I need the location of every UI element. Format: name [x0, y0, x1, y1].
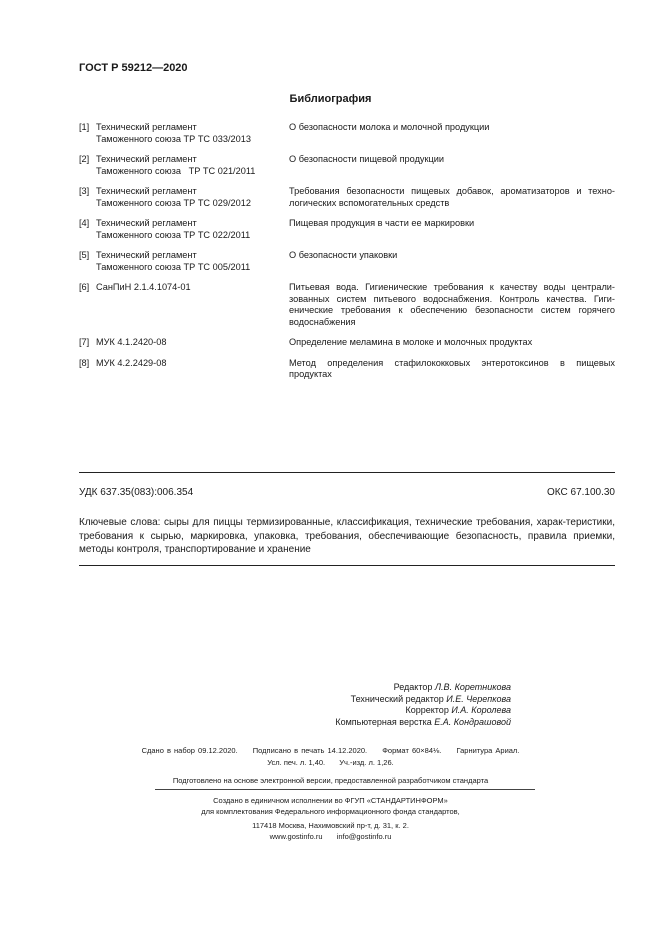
entry-source: Технический регламент Таможенного союза ТР ТС 029/2012 — [96, 186, 251, 208]
entry-source: МУК 4.1.2420-08 — [96, 337, 167, 347]
imprint-typeset: Сдано в набор 09.12.2020. — [141, 746, 238, 755]
entry-source: МУК 4.2.2429-08 — [96, 357, 167, 368]
entry-title: О безопасности пищевой продукции — [289, 154, 445, 164]
imprint-divider — [155, 789, 535, 790]
imprint-row — [0, 757, 661, 768]
credit-row — [180, 694, 511, 706]
entry-source: Технический регламент Таможенного союза ТР ТС 022/2011 — [96, 218, 251, 240]
bibliography-entry — [79, 337, 615, 349]
entry-title: О безопасности упаковки — [289, 250, 398, 260]
entry-title: Питьевая вода. Гигиенические требования к качеству воды централи-зованных систем питьевого водоснабжения. Контроль качества. Гиги-енические требования к обеспечению безопасности систем горячего водоснабжения — [289, 282, 615, 327]
keywords: Ключевые слова: сыры для пиццы термизированные, классификация, технические требования, харак-теристики, требования к сырью, маркировка, упаковка, требования, обеспечивающие безопасность, правила приемки, методы контроля, транспортирование и хранение — [79, 517, 615, 555]
imprint-address: 117418 Москва, Нахимовский пр-т, д. 31, к. 2. — [252, 821, 409, 830]
divider-bottom — [79, 565, 615, 566]
imprint-signed: Подписано в печать 14.12.2020. — [252, 746, 368, 755]
credit-name: Л.В. Коретникова — [434, 682, 511, 692]
entry-number: [7] — [79, 337, 90, 347]
entry-number: [4] — [79, 218, 90, 228]
bibliography-entry — [79, 282, 615, 328]
imprint-font: Гарнитура Ариал. — [456, 746, 520, 755]
entry-number: [2] — [79, 154, 90, 164]
bibliography-entry — [79, 250, 615, 273]
imprint-address-block — [0, 820, 661, 842]
credit-role: Компьютерная верстка — [335, 716, 432, 727]
bibliography-entry — [79, 358, 615, 381]
imprint-contacts — [0, 831, 661, 842]
entry-title: О безопасности молока и молочной продукции — [289, 122, 490, 132]
entry-title: Пищевая продукция в части ее маркировки — [289, 218, 475, 228]
document-id: ГОСТ Р 59212—2020 — [79, 62, 188, 74]
bibliography-entry — [79, 122, 615, 145]
credits-block — [180, 682, 511, 728]
imprint-org-line: для комплектования Федерального информационного фонда стандартов, — [201, 807, 460, 816]
bibliography-entry — [79, 218, 615, 241]
imprint-org-line: Создано в единичном исполнении во ФГУП «СТАНДАРТИНФОРМ» — [213, 796, 448, 805]
entry-source: Технический регламент Таможенного союза ТР ТС 005/2011 — [96, 250, 251, 272]
credit-row — [180, 717, 511, 729]
imprint-note: Подготовлено на основе электронной версии, предоставленной разработчиком стандарта — [172, 776, 489, 785]
entry-source: СанПиН 2.1.4.1074-01 — [96, 282, 191, 292]
imprint-print-sheets: Усл. печ. л. 1,40. — [267, 758, 326, 767]
oks-code: ОКС 67.100.30 — [547, 487, 615, 498]
credit-role: Редактор — [393, 682, 433, 692]
entry-number: [8] — [79, 357, 90, 368]
bibliography-entry — [79, 154, 615, 177]
imprint-row — [0, 745, 661, 756]
entry-source: Технический регламент Таможенного союза ТР ТС 021/2011 — [96, 154, 256, 176]
entry-number: [6] — [79, 282, 90, 292]
entry-number: [1] — [79, 122, 90, 132]
bibliography-list — [79, 122, 615, 390]
udk-code: УДК 637.35(083):006.354 — [79, 487, 194, 498]
credit-role: Технический редактор — [350, 693, 444, 704]
imprint-publ-sheets: Уч.-изд. л. 1,26. — [339, 758, 394, 767]
entry-title: Требования безопасности пищевых добавок, ароматизаторов и техно-логических вспомогательных средств — [289, 186, 615, 208]
credit-name: Е.А. Кондрашовой — [434, 716, 511, 727]
bibliography-entry — [79, 186, 615, 209]
imprint-org — [0, 795, 661, 817]
credit-row — [180, 705, 511, 717]
imprint-format: Формат 60×84⅛. — [382, 746, 442, 755]
divider-top — [79, 472, 615, 473]
entry-source: Технический регламент Таможенного союза ТР ТС 033/2013 — [96, 122, 251, 144]
imprint-email[interactable]: info@gostinfo.ru — [336, 832, 392, 841]
credit-row — [180, 682, 511, 694]
bibliography-title: Библиография — [289, 93, 372, 105]
entry-number: [3] — [79, 186, 90, 196]
entry-title: Метод определения стафилококковых энтеротоксинов в пищевых продуктах — [289, 357, 615, 379]
credit-name: И.А. Королева — [451, 705, 511, 715]
entry-title: Определение меламина в молоке и молочных продуктах — [289, 337, 533, 347]
imprint-website[interactable]: www.gostinfo.ru — [269, 832, 323, 841]
entry-number: [5] — [79, 250, 90, 260]
credit-name: И.Е. Черепкова — [446, 693, 511, 704]
credit-role: Корректор — [405, 705, 449, 715]
